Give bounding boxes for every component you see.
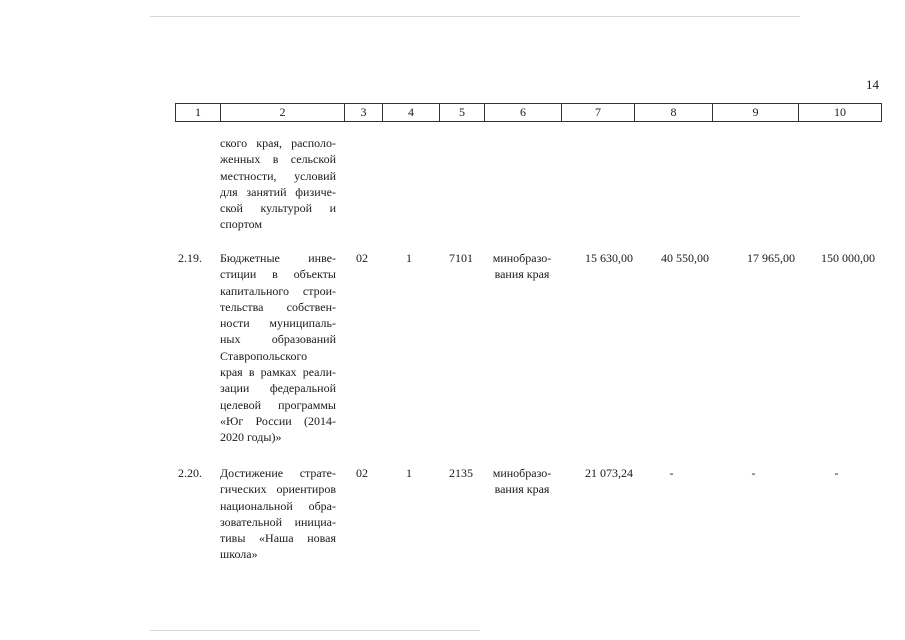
subsection-code: 1 xyxy=(406,251,412,265)
desc-line: национальной обра- xyxy=(220,498,336,513)
desc-line: стиции в объекты xyxy=(220,267,336,282)
column-header-row xyxy=(175,103,882,122)
column-header-10: 10 xyxy=(799,104,882,122)
target-code: 7101 xyxy=(449,251,473,265)
column-header-1: 1 xyxy=(176,104,221,122)
amount-col8: 40 550,00 xyxy=(661,251,709,265)
desc-line: ской культурой и xyxy=(220,201,336,216)
section-code: 02 xyxy=(356,251,368,265)
body-line: вания края xyxy=(494,482,550,497)
amount-col7: 15 630,00 xyxy=(585,251,633,265)
desc-line: ных образований xyxy=(220,332,336,347)
scan-artifact-top xyxy=(150,16,800,17)
target-code: 2135 xyxy=(449,466,473,480)
responsible-body xyxy=(486,465,558,498)
desc-line: ности муниципаль- xyxy=(220,316,336,331)
desc-line: местности, условий xyxy=(220,168,336,183)
desc-line: Бюджетные инве- xyxy=(220,251,336,265)
desc-line: Ставропольского xyxy=(220,348,308,363)
desc-line: для занятий физиче- xyxy=(220,184,336,199)
row-description xyxy=(220,465,336,563)
amount-col7: 21 073,24 xyxy=(585,466,633,480)
body-line: минобразо- xyxy=(492,251,552,265)
desc-line: целевой программы xyxy=(220,397,336,412)
desc-line: зовательной инициа- xyxy=(220,514,336,529)
desc-line: ского края, располо- xyxy=(220,136,336,150)
amount-col10: 150 000,00 xyxy=(821,251,875,265)
desc-line: школа» xyxy=(220,547,258,562)
column-header-9: 9 xyxy=(713,104,799,122)
row-number: 2.20. xyxy=(178,466,202,480)
column-header-3: 3 xyxy=(345,104,383,122)
desc-line: края в рамках реали- xyxy=(220,365,336,380)
desc-line: спортом xyxy=(220,217,263,232)
desc-line: женных в сельской xyxy=(220,152,336,167)
column-header-4: 4 xyxy=(383,104,440,122)
column-header-6: 6 xyxy=(485,104,562,122)
desc-line: тельства собствен- xyxy=(220,299,336,314)
column-header-8: 8 xyxy=(635,104,713,122)
amount-col8: - xyxy=(669,466,674,480)
desc-line: зации федеральной xyxy=(220,381,336,396)
column-header-7: 7 xyxy=(562,104,635,122)
section-code: 02 xyxy=(356,466,368,480)
subsection-code: 1 xyxy=(406,466,412,480)
amount-col10: - xyxy=(834,466,839,480)
desc-line: Достижение страте- xyxy=(220,466,336,480)
desc-line: «Юг России (2014- xyxy=(220,413,336,428)
column-header-2: 2 xyxy=(221,104,345,122)
column-header-5: 5 xyxy=(440,104,485,122)
desc-line: гических ориентиров xyxy=(220,482,336,497)
scan-artifact-bottom xyxy=(150,630,480,631)
row-description xyxy=(220,250,336,446)
continuation-description xyxy=(220,135,336,233)
amount-col9: - xyxy=(751,466,756,480)
amount-col9: 17 965,00 xyxy=(747,251,795,265)
desc-line: 2020 годы)» xyxy=(220,430,282,445)
desc-line: тивы «Наша новая xyxy=(220,531,336,546)
desc-line: капитального строи- xyxy=(220,283,336,298)
responsible-body xyxy=(486,250,558,283)
body-line: минобразо- xyxy=(492,466,552,480)
body-line: вания края xyxy=(494,267,550,282)
page-number: 14 xyxy=(866,77,879,92)
row-number: 2.19. xyxy=(178,251,202,265)
